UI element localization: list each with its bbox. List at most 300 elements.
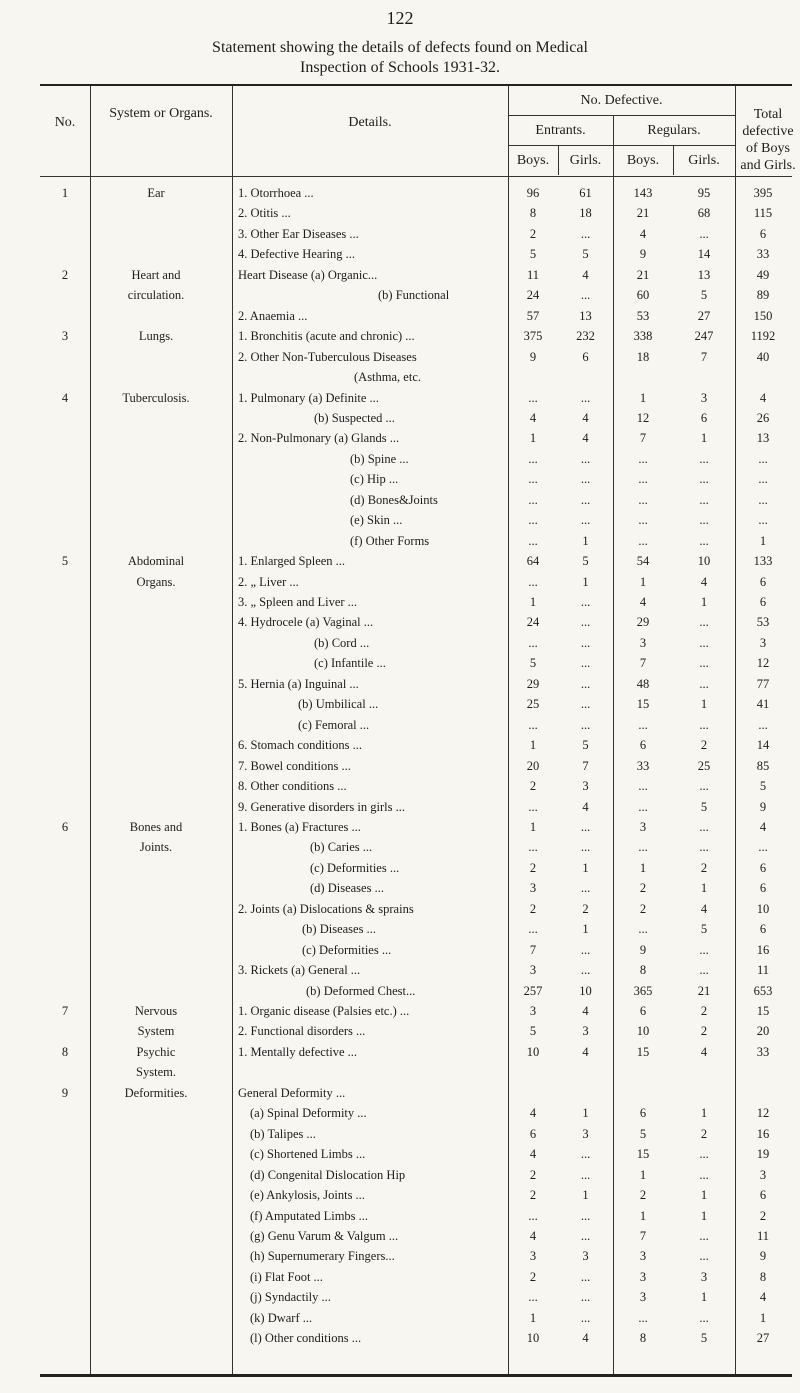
entrants-boys-cell: ... [528, 636, 538, 650]
total-cell: 653 [753, 984, 773, 998]
regulars-girls-cell: 2 [700, 1127, 708, 1141]
regulars-boys-cell: ... [638, 718, 648, 732]
system-label: Abdominal [127, 554, 185, 568]
regulars-girls-cell: 4 [700, 575, 708, 589]
total-cell: 6 [759, 922, 767, 936]
entrants-boys-cell: 3 [529, 1249, 537, 1263]
table-row [0, 614, 800, 631]
entrants-girls-cell: 3 [582, 1127, 589, 1141]
regulars-girls-cell: 1 [700, 1209, 708, 1223]
entrants-girls-cell: 1 [582, 1106, 589, 1120]
regulars-boys-cell: 33 [636, 759, 650, 773]
system-label: Heart and [131, 268, 181, 282]
total-cell: 33 [756, 1045, 770, 1059]
regulars-girls-cell: 25 [697, 759, 711, 773]
entrants-girls-cell: ... [580, 1147, 591, 1161]
total-cell: 1 [759, 1311, 767, 1325]
total-cell: 27 [756, 1331, 770, 1345]
regulars-girls-cell: 1 [700, 881, 708, 895]
detail-label: (f) Amputated Limbs ... [250, 1209, 369, 1223]
table-row [0, 1330, 800, 1347]
regulars-boys-cell: 4 [639, 595, 647, 609]
regulars-boys-cell: 2 [639, 902, 647, 916]
regulars-girls-cell: 4 [700, 1045, 708, 1059]
regulars-girls-cell: ... [699, 636, 709, 650]
detail-label: 3. Rickets (a) General ... [238, 963, 361, 977]
total-cell: 12 [756, 656, 770, 670]
detail-label: 1. Enlarged Spleen ... [238, 554, 346, 568]
regulars-girls-cell: ... [699, 452, 709, 466]
table-row [0, 880, 800, 897]
entrants-girls-cell: 7 [582, 759, 589, 773]
regulars-girls-cell: 7 [700, 350, 708, 364]
entrants-boys-cell: 10 [526, 1331, 540, 1345]
total-cell: 6 [759, 881, 767, 895]
regulars-boys-cell: 53 [636, 309, 650, 323]
entrants-girls-cell: ... [580, 697, 591, 711]
table-row [0, 962, 800, 979]
regulars-girls-cell: 68 [697, 206, 711, 220]
detail-label: (d) Diseases ... [310, 881, 384, 895]
regulars-girls-cell: 5 [700, 800, 708, 814]
entrants-boys-cell: 1 [529, 820, 537, 834]
entrants-girls-cell: ... [580, 677, 591, 691]
page-heading [0, 38, 800, 78]
regulars-girls-cell: ... [699, 840, 709, 854]
table-row [0, 717, 800, 734]
total-cell: 6 [759, 227, 767, 241]
detail-label: (b) Cord ... [314, 636, 370, 650]
entrants-girls-cell: 10 [579, 984, 592, 998]
regulars-boys-cell: 365 [633, 984, 653, 998]
total-cell: 9 [759, 1249, 767, 1263]
total-cell: 3 [759, 636, 767, 650]
table-row [0, 1023, 800, 1040]
detail-label: 1. Bones (a) Fractures ... [238, 820, 361, 834]
entrants-boys-cell: 24 [526, 615, 540, 629]
regulars-boys-cell: 21 [636, 206, 650, 220]
regulars-boys-cell: 15 [636, 697, 650, 711]
entrants-girls-cell: 4 [582, 268, 589, 282]
entrants-girls-cell: ... [580, 513, 591, 527]
entrants-girls-cell: ... [580, 1229, 591, 1243]
regulars-boys-cell: ... [638, 472, 648, 486]
total-cell: 15 [756, 1004, 770, 1018]
total-cell: 26 [756, 411, 770, 425]
detail-label: 2. Non-Pulmonary (a) Glands ... [238, 431, 400, 445]
header-regulars: Regulars. [647, 123, 701, 138]
table-row [0, 942, 800, 959]
detail-label: (h) Supernumerary Fingers... [250, 1249, 395, 1263]
entrants-boys-cell: 2 [529, 902, 537, 916]
entrants-boys-cell: ... [528, 1209, 538, 1223]
entrants-girls-cell: 1 [582, 922, 589, 936]
regulars-boys-cell: 12 [636, 411, 650, 425]
regulars-girls-cell: ... [699, 493, 709, 507]
entrants-boys-cell: 257 [523, 984, 543, 998]
total-cell: 53 [756, 615, 770, 629]
table-row [0, 921, 800, 938]
entrants-boys-cell: ... [528, 575, 538, 589]
regulars-girls-cell: ... [699, 779, 709, 793]
table-row [0, 185, 800, 202]
entrants-boys-cell: 1 [529, 431, 537, 445]
entrants-girls-cell: ... [580, 820, 591, 834]
regulars-girls-cell: 1 [700, 1106, 708, 1120]
entrants-girls-cell: 4 [582, 1004, 589, 1018]
detail-label: 2. „ Liver ... [238, 575, 299, 589]
grid-line [508, 145, 735, 146]
regulars-boys-cell: ... [638, 493, 648, 507]
system-label: Deformities. [124, 1086, 188, 1100]
detail-label: (e) Ankylosis, Joints ... [250, 1188, 365, 1202]
detail-label: (i) Flat Foot ... [250, 1270, 323, 1284]
table-row [0, 799, 800, 816]
detail-label: (b) Deformed Chest... [306, 984, 416, 998]
entrants-boys-cell: 2 [529, 1270, 537, 1284]
entrants-boys-cell: 1 [529, 1311, 537, 1325]
system-label: Tuberculosis. [122, 391, 190, 405]
total-cell: 115 [753, 206, 773, 220]
total-cell: 33 [756, 247, 770, 261]
entrants-boys-cell: 2 [529, 1188, 537, 1202]
regulars-girls-cell: 1 [700, 431, 708, 445]
detail-label: 2. Joints (a) Dislocations & sprains [238, 902, 414, 916]
total-cell: ... [758, 472, 768, 486]
total-cell: 6 [759, 595, 767, 609]
table-row [0, 1105, 800, 1122]
regulars-boys-cell: 2 [639, 881, 647, 895]
entrants-boys-cell: ... [528, 472, 538, 486]
table-row [0, 819, 800, 836]
entrants-boys-cell: ... [528, 840, 538, 854]
detail-label: (c) Deformities ... [310, 861, 400, 875]
entrants-girls-cell: ... [580, 1209, 591, 1223]
table-row [0, 1208, 800, 1225]
regulars-boys-cell: 6 [639, 1004, 647, 1018]
entrants-girls-cell: 232 [576, 329, 595, 343]
total-cell: 9 [759, 800, 767, 814]
regulars-boys-cell: 338 [633, 329, 653, 343]
entrants-boys-cell: 57 [526, 309, 540, 323]
regulars-girls-cell: ... [699, 227, 709, 241]
regulars-boys-cell: 3 [639, 1290, 647, 1304]
total-cell: 40 [756, 350, 770, 364]
total-cell: 19 [756, 1147, 770, 1161]
entrants-boys-cell: 3 [529, 1004, 537, 1018]
total-cell: 1192 [750, 329, 776, 343]
detail-label: (b) Functional [378, 288, 450, 302]
entrants-girls-cell: ... [580, 1270, 591, 1284]
entrants-boys-cell: ... [528, 493, 538, 507]
header-no-defective: No. Defective. [580, 93, 663, 108]
detail-label: 2. Functional disorders ... [238, 1024, 366, 1038]
entrants-boys-cell: 9 [529, 350, 537, 364]
table-bottom-rule [40, 1374, 792, 1377]
detail-label: (d) Bones&Joints [350, 493, 438, 507]
header-regulars-boys: Boys. [626, 153, 660, 168]
regulars-boys-cell: ... [638, 452, 648, 466]
total-cell: 11 [756, 1229, 770, 1243]
regulars-boys-cell: 2 [639, 1188, 647, 1202]
entrants-girls-cell: 4 [582, 1045, 589, 1059]
table-row [0, 737, 800, 754]
entrants-girls-cell: 1 [582, 861, 589, 875]
detail-label: 1. Organic disease (Palsies etc.) ... [238, 1004, 410, 1018]
entrants-girls-cell: ... [580, 1290, 591, 1304]
total-cell: 85 [756, 759, 770, 773]
detail-label: (Asthma, etc. [354, 370, 421, 384]
entrants-boys-cell: 6 [529, 1127, 537, 1141]
detail-label: 7. Bowel conditions ... [238, 759, 351, 773]
entrants-boys-cell: 24 [526, 288, 540, 302]
regulars-boys-cell: 48 [636, 677, 650, 691]
regulars-girls-cell: 1 [700, 1290, 708, 1304]
entrants-boys-cell: ... [528, 800, 538, 814]
entrants-girls-cell: ... [580, 963, 591, 977]
table-row [0, 860, 800, 877]
row-number: 2 [61, 268, 69, 282]
regulars-girls-cell: 1 [700, 595, 708, 609]
regulars-girls-cell: 95 [697, 186, 711, 200]
total-cell: ... [758, 718, 768, 732]
system-label: Organs. [136, 575, 176, 589]
entrants-boys-cell: 4 [529, 1106, 537, 1120]
table-row [0, 901, 800, 918]
table-row [0, 676, 800, 693]
regulars-boys-cell: 1 [639, 391, 647, 405]
regulars-girls-cell: 10 [697, 554, 711, 568]
entrants-girls-cell: ... [580, 452, 591, 466]
entrants-boys-cell: 4 [529, 1147, 537, 1161]
table-top-rule [40, 84, 792, 86]
detail-label: (j) Syndactily ... [250, 1290, 331, 1304]
system-label: Ear [147, 186, 165, 200]
detail-label: (d) Congenital Dislocation Hip [250, 1168, 406, 1182]
table-row [0, 553, 800, 570]
entrants-boys-cell: 29 [526, 677, 540, 691]
entrants-girls-cell: 4 [582, 431, 589, 445]
regulars-boys-cell: 60 [636, 288, 650, 302]
total-cell: ... [758, 513, 768, 527]
entrants-boys-cell: ... [528, 718, 538, 732]
entrants-girls-cell: ... [580, 656, 591, 670]
detail-label: 4. Defective Hearing ... [238, 247, 355, 261]
detail-label: 6. Stomach conditions ... [238, 738, 362, 752]
entrants-girls-cell: 1 [582, 575, 589, 589]
entrants-boys-cell: ... [528, 922, 538, 936]
detail-label: (g) Genu Varum & Valgum ... [250, 1229, 399, 1243]
table-row [0, 696, 800, 713]
entrants-girls-cell: 4 [582, 800, 589, 814]
entrants-girls-cell: 3 [582, 779, 589, 793]
table-row [0, 410, 800, 427]
heading-line-2: Inspection of Schools 1931-32. [300, 59, 500, 76]
entrants-girls-cell: ... [580, 288, 591, 302]
entrants-boys-cell: 10 [526, 1045, 540, 1059]
total-cell: 6 [759, 1188, 767, 1202]
regulars-girls-cell: ... [699, 513, 709, 527]
entrants-boys-cell: ... [528, 452, 538, 466]
regulars-girls-cell: 14 [697, 247, 711, 261]
detail-label: 9. Generative disorders in girls ... [238, 800, 405, 814]
grid-line [40, 176, 792, 177]
regulars-boys-cell: 6 [639, 738, 647, 752]
regulars-boys-cell: 21 [636, 268, 650, 282]
header-regulars-girls: Girls. [688, 153, 720, 168]
regulars-girls-cell: ... [699, 1147, 709, 1161]
regulars-boys-cell: 143 [633, 186, 653, 200]
regulars-girls-cell: 13 [697, 268, 711, 282]
regulars-girls-cell: ... [699, 534, 709, 548]
regulars-boys-cell: 4 [639, 227, 647, 241]
entrants-girls-cell: ... [580, 718, 591, 732]
table-row [0, 778, 800, 795]
regulars-girls-cell: 6 [700, 411, 708, 425]
regulars-boys-cell: 18 [636, 350, 650, 364]
regulars-girls-cell: 21 [697, 984, 711, 998]
regulars-boys-cell: 1 [639, 575, 647, 589]
table-row [0, 308, 800, 325]
table-row [0, 349, 800, 366]
table-row [0, 1085, 800, 1102]
table-row [0, 1269, 800, 1286]
entrants-girls-cell: ... [580, 472, 591, 486]
detail-label: 2. Otitis ... [238, 206, 291, 220]
regulars-girls-cell: 5 [700, 1331, 708, 1345]
table-row [0, 1003, 800, 1020]
detail-label: (e) Skin ... [350, 513, 403, 527]
total-cell: 41 [756, 697, 770, 711]
total-cell: 89 [756, 288, 770, 302]
regulars-boys-cell: 15 [636, 1147, 650, 1161]
entrants-girls-cell: ... [580, 493, 591, 507]
table-row [0, 226, 800, 243]
entrants-boys-cell: 64 [526, 554, 540, 568]
regulars-girls-cell: 2 [700, 861, 708, 875]
total-cell: 20 [756, 1024, 770, 1038]
entrants-boys-cell: 2 [529, 779, 537, 793]
regulars-boys-cell: 1 [639, 861, 647, 875]
entrants-boys-cell: 1 [529, 595, 537, 609]
detail-label: (b) Caries ... [310, 840, 373, 854]
regulars-boys-cell: 1 [639, 1168, 647, 1182]
total-cell: 11 [756, 963, 770, 977]
table-row [0, 635, 800, 652]
header-entrants-boys: Boys. [516, 153, 550, 168]
total-cell: ... [758, 840, 768, 854]
entrants-boys-cell: 2 [529, 861, 537, 875]
entrants-boys-cell: 25 [526, 697, 540, 711]
system-label: Lungs. [138, 329, 174, 343]
regulars-girls-cell: 3 [700, 391, 708, 405]
table-row [0, 451, 800, 468]
entrants-boys-cell: 7 [529, 943, 537, 957]
regulars-girls-cell: ... [699, 820, 709, 834]
regulars-boys-cell: 3 [639, 820, 647, 834]
table-row [0, 369, 800, 386]
regulars-boys-cell: 9 [639, 247, 647, 261]
total-cell: 16 [756, 1127, 770, 1141]
entrants-girls-cell: ... [580, 881, 591, 895]
detail-label: (b) Suspected ... [314, 411, 395, 425]
detail-label: 3. „ Spleen and Liver ... [238, 595, 358, 609]
row-number: 4 [61, 391, 69, 405]
regulars-boys-cell: 8 [639, 963, 647, 977]
regulars-boys-cell: 6 [639, 1106, 647, 1120]
detail-label: 2. Anaemia ... [238, 309, 308, 323]
table-row [0, 390, 800, 407]
regulars-boys-cell: 10 [636, 1024, 650, 1038]
table-row [0, 533, 800, 550]
entrants-girls-cell: 5 [582, 738, 589, 752]
header-no: No. [54, 115, 76, 130]
regulars-girls-cell: ... [699, 1168, 709, 1182]
regulars-girls-cell: ... [699, 943, 709, 957]
regulars-boys-cell: 7 [639, 431, 647, 445]
table-row [0, 1228, 800, 1245]
total-cell: 49 [756, 268, 770, 282]
detail-label: (c) Femoral ... [298, 718, 370, 732]
detail-label: (c) Hip ... [350, 472, 399, 486]
entrants-boys-cell: 5 [529, 1024, 537, 1038]
entrants-girls-cell: ... [580, 595, 591, 609]
entrants-girls-cell: 5 [582, 247, 589, 261]
table-row [0, 1146, 800, 1163]
total-cell: 4 [759, 820, 767, 834]
regulars-boys-cell: 3 [639, 636, 647, 650]
regulars-girls-cell: 247 [694, 329, 714, 343]
entrants-boys-cell: 375 [523, 329, 543, 343]
system-label: Bones and [129, 820, 183, 834]
table-row [0, 267, 800, 284]
entrants-girls-cell: 3 [582, 1024, 589, 1038]
total-cell: 4 [759, 391, 767, 405]
total-cell: 77 [756, 677, 770, 691]
total-cell: 2 [759, 1209, 767, 1223]
table-row [0, 246, 800, 263]
entrants-girls-cell: ... [580, 1168, 591, 1182]
total-cell: 5 [759, 779, 767, 793]
entrants-girls-cell: ... [580, 1311, 591, 1325]
detail-label: 8. Other conditions ... [238, 779, 347, 793]
entrants-girls-cell: 13 [579, 309, 592, 323]
regulars-boys-cell: 1 [639, 1209, 647, 1223]
detail-label: (c) Shortened Limbs ... [250, 1147, 366, 1161]
total-cell: 150 [753, 309, 773, 323]
entrants-boys-cell: 96 [526, 186, 540, 200]
entrants-boys-cell: 2 [529, 227, 537, 241]
detail-label: (f) Other Forms [350, 534, 430, 548]
entrants-girls-cell: ... [580, 840, 591, 854]
system-label: circulation. [127, 288, 185, 302]
table-row [0, 1310, 800, 1327]
entrants-boys-cell: ... [528, 534, 538, 548]
page-number: 122 [386, 8, 414, 28]
table-row [0, 574, 800, 591]
header-entrants: Entrants. [535, 123, 586, 138]
header-total: Total defective of Boys and Girls. [740, 107, 796, 173]
regulars-girls-cell: 5 [700, 922, 708, 936]
detail-label: (l) Other conditions ... [250, 1331, 362, 1345]
row-number: 5 [61, 554, 69, 568]
regulars-boys-cell: 7 [639, 1229, 647, 1243]
entrants-girls-cell: 4 [582, 411, 589, 425]
entrants-boys-cell: 3 [529, 963, 537, 977]
regulars-girls-cell: ... [699, 656, 709, 670]
entrants-girls-cell: ... [580, 636, 591, 650]
detail-label: (k) Dwarf ... [250, 1311, 313, 1325]
